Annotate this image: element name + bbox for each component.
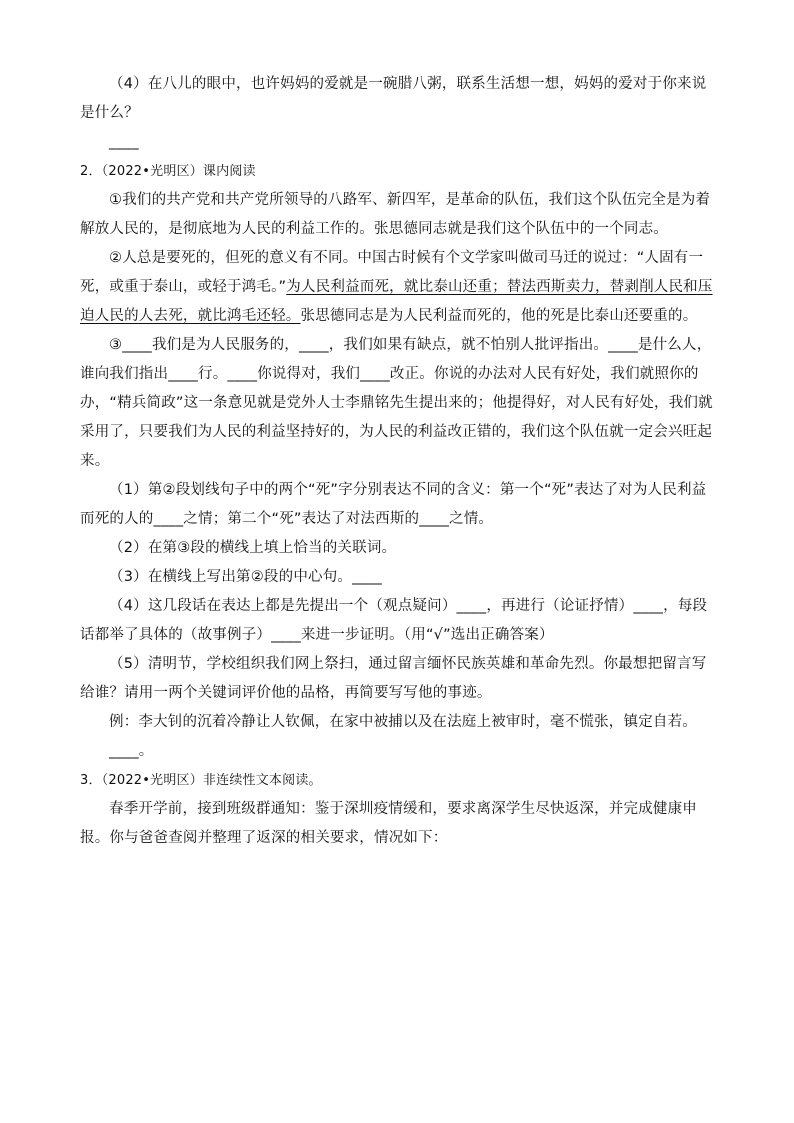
q2-sub1: （1）第②段划线句子中的两个“死”字分别表达不同的含义：第一个“死”表达了对为人民利益而死的人的____之情；第二个“死”表达了对法西斯的____之情。: [80, 482, 707, 527]
q2-sub4: （4）这几段话在表达上都是先提出一个（观点疑问）____，再进行（论证抒情）____，每段话都举了具体的（故事例子）____来进一步证明。（用“√”选出正确答案）: [80, 598, 708, 643]
q2-heading: 2．（2022•光明区）课内阅读: [80, 164, 256, 179]
q2-example: 例：李大钊的沉着冷静让人钦佩，在家中被捕以及在法庭上被审时，毫不慌张，镇定自若。: [109, 714, 697, 730]
q2-paragraph-2-end: 张思德同志是为人民利益而死的，他的死是比泰山还要重的。: [300, 308, 698, 324]
q1-sub4-answer-blank: ____: [109, 134, 139, 150]
q2-sub5: （5）清明节，学校组织我们网上祭扫，通过留言缅怀民族英雄和革命先烈。你最想把留言写给谁？请用一两个关键词评价他的品格，再简要写写他的事迹。: [80, 656, 707, 701]
q2-answer-blank: ____。: [109, 743, 154, 759]
q3-heading: 3．（2022•光明区）非连续性文本阅读。: [80, 773, 322, 788]
document-content: [80, 70, 720, 853]
q2-sub3: （3）在横线上写出第②段的中心句。____: [109, 569, 382, 585]
q2-paragraph-2-start: ②人总是要死的，但死的意义有不同。中国古时候有个文学家叫做司马迁的说过：“人固有一死，或重于泰山，或轻于鸿毛。”: [80, 250, 704, 295]
q2-paragraph-1: ①我们的共产党和共产党所领导的八路军、新四军，是革命的队伍，我们这个队伍完全是为着解放人民的，是彻底地为人民的利益工作的。张思德同志就是我们这个队伍中的一个同志。: [80, 192, 711, 237]
q2-sub2: （2）在第③段的横线上填上恰当的关联词。: [109, 540, 397, 556]
q2-underlined-sentence: 为人民利益而死，就比泰山还重；替法西斯卖力，替剥削人民和压迫人民的人去死，就比鸿毛还轻。: [80, 279, 713, 324]
q1-sub4-text: （4）在八儿的眼中，也许妈妈的爱就是一碗腊八粥，联系生活想一想，妈妈的爱对于你来说是什么？: [80, 76, 707, 121]
q3-intro: 春季开学前，接到班级群通知：鉴于深圳疫情缓和，要求离深学生尽快返深，并完成健康申报。你与爸爸查阅并整理了返深的相关要求，情况如下：: [80, 801, 697, 846]
q2-paragraph-2: [80, 244, 720, 331]
q2-paragraph-3: ③____我们是为人民服务的，____，我们如果有缺点，就不怕别人批评指出。____是什么人，谁向我们指出____行。____你说得对，我们____改正。你说的办法对人民有好处，我们就照你的办，“精兵简政”这一条意见就是党外人士李鼎铭先生提出来的；他提得好，对人民有好处，我们就采用了，只要我们为人民的利益坚持好的，为人民的利益改正错的，我们这个队伍就一定会兴旺起来。: [80, 337, 713, 469]
